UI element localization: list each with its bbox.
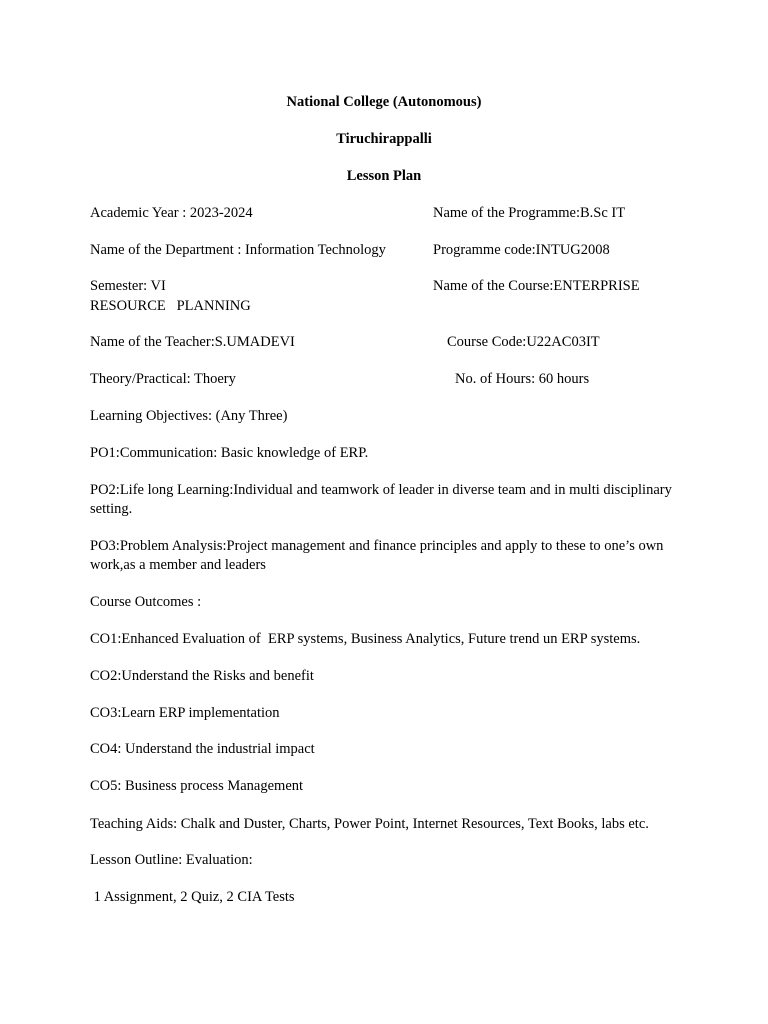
evaluation-details: 1 Assignment, 2 Quiz, 2 CIA Tests bbox=[90, 889, 295, 905]
college-city: Tiruchirappalli bbox=[336, 131, 432, 147]
course-name: Name of the Course:ENTERPRISE bbox=[433, 278, 640, 294]
college-name: National College (Autonomous) bbox=[286, 94, 482, 110]
teaching-aids: Teaching Aids: Chalk and Duster, Charts, Power Point, Internet Resources, Text Books, labs etc. bbox=[90, 816, 649, 832]
theory-practical: Theory/Practical: Thoery bbox=[90, 371, 236, 387]
programme-code: Programme code:INTUG2008 bbox=[433, 242, 610, 258]
outcome-co4: CO4: Understand the industrial impact bbox=[90, 741, 315, 757]
lesson-outline: Lesson Outline: Evaluation: bbox=[90, 852, 253, 868]
outcome-co1: CO1:Enhanced Evaluation of ERP systems, Business Analytics, Future trend un ERP systems. bbox=[90, 631, 641, 647]
course-name-continued: RESOURCE PLANNING bbox=[90, 298, 251, 314]
learning-objectives-heading: Learning Objectives: (Any Three) bbox=[90, 408, 288, 424]
objective-po1: PO1:Communication: Basic knowledge of ERP. bbox=[90, 445, 369, 461]
semester: Semester: VI bbox=[90, 278, 166, 294]
outcome-co3: CO3:Learn ERP implementation bbox=[90, 705, 280, 721]
document-title: Lesson Plan bbox=[346, 168, 422, 184]
outcome-co5: CO5: Business process Management bbox=[90, 778, 304, 794]
outcome-co2: CO2:Understand the Risks and benefit bbox=[90, 668, 314, 684]
teacher-name: Name of the Teacher:S.UMADEVI bbox=[90, 334, 295, 350]
course-code: Course Code:U22AC03IT bbox=[447, 334, 600, 350]
academic-year: Academic Year : 2023-2024 bbox=[90, 205, 253, 221]
objective-po2: PO2:Life long Learning:Individual and teamwork of leader in diverse team and in multi disciplinary setting. bbox=[90, 482, 672, 517]
number-of-hours: No. of Hours: 60 hours bbox=[455, 371, 590, 387]
course-outcomes-heading: Course Outcomes : bbox=[90, 594, 202, 610]
department-name: Name of the Department : Information Technology bbox=[90, 242, 386, 258]
programme-name: Name of the Programme:B.Sc IT bbox=[433, 205, 626, 221]
objective-po3: PO3:Problem Analysis:Project management and finance principles and apply to these to one’s own work,as a member and leaders bbox=[90, 538, 664, 573]
